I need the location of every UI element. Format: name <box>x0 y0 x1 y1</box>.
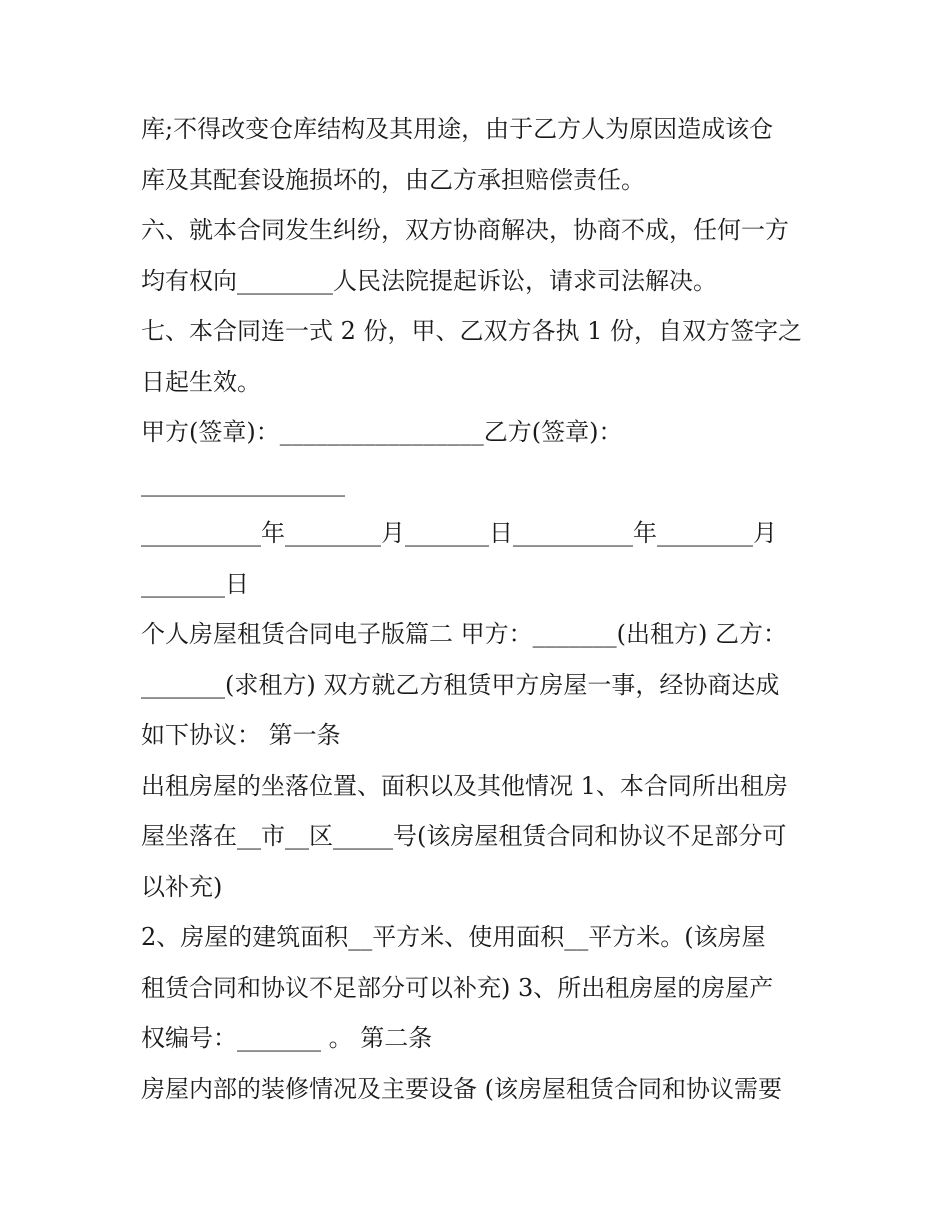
text-line: 出租房屋的坐落位置、面积以及其他情况 1、本合同所出租房 <box>141 771 788 800</box>
text-line: 六、就本合同发生纠纷，双方协商解决，协商不成，任何一方 <box>141 216 789 244</box>
document-body <box>141 104 821 1114</box>
date-line: __________年________月_______日__________年________月 <box>141 519 777 547</box>
text-line: 以补充) <box>141 872 223 901</box>
text-line: 均有权向________人民法院提起诉讼，请求司法解决。 <box>141 266 717 295</box>
text-line: 2、房屋的建筑面积__平方米、使用面积__平方米。(该房屋 <box>141 923 766 951</box>
text-line: 房屋内部的装修情况及主要设备 (该房屋租赁合同和协议需要 <box>141 1074 782 1103</box>
text-line: 屋坐落在__市__区_____号(该房屋租赁合同和协议不足部分可 <box>141 822 787 850</box>
text-line: _______(求租方) 双方就乙方租赁甲方房屋一事，经协商达成 <box>141 670 780 699</box>
signature-blank: _________________ <box>141 468 345 497</box>
text-line: 日起生效。 <box>141 367 261 396</box>
text-line: 库及其配套设施损坏的，由乙方承担赔偿责任。 <box>141 165 645 194</box>
text-line: 权编号：_______ 。 第二条 <box>141 1024 433 1052</box>
signature-line-parties: 甲方(签章)：_________________乙方(签章)： <box>141 418 623 446</box>
text-line: 租赁合同和协议不足部分可以补充) 3、所出租房屋的房屋产 <box>141 973 774 1002</box>
text-line: 库;不得改变仓库结构及其用途，由于乙方人为原因造成该仓 <box>141 115 774 143</box>
text-line: 如下协议： 第一条 <box>141 721 341 749</box>
text-line: 七、本合同连一式 2 份，甲、乙双方各执 1 份，自双方签字之 <box>141 317 803 345</box>
text-line: 个人房屋租赁合同电子版篇二 甲方：_______(出租方) 乙方： <box>141 620 787 648</box>
date-line-day: _______日 <box>141 569 249 598</box>
